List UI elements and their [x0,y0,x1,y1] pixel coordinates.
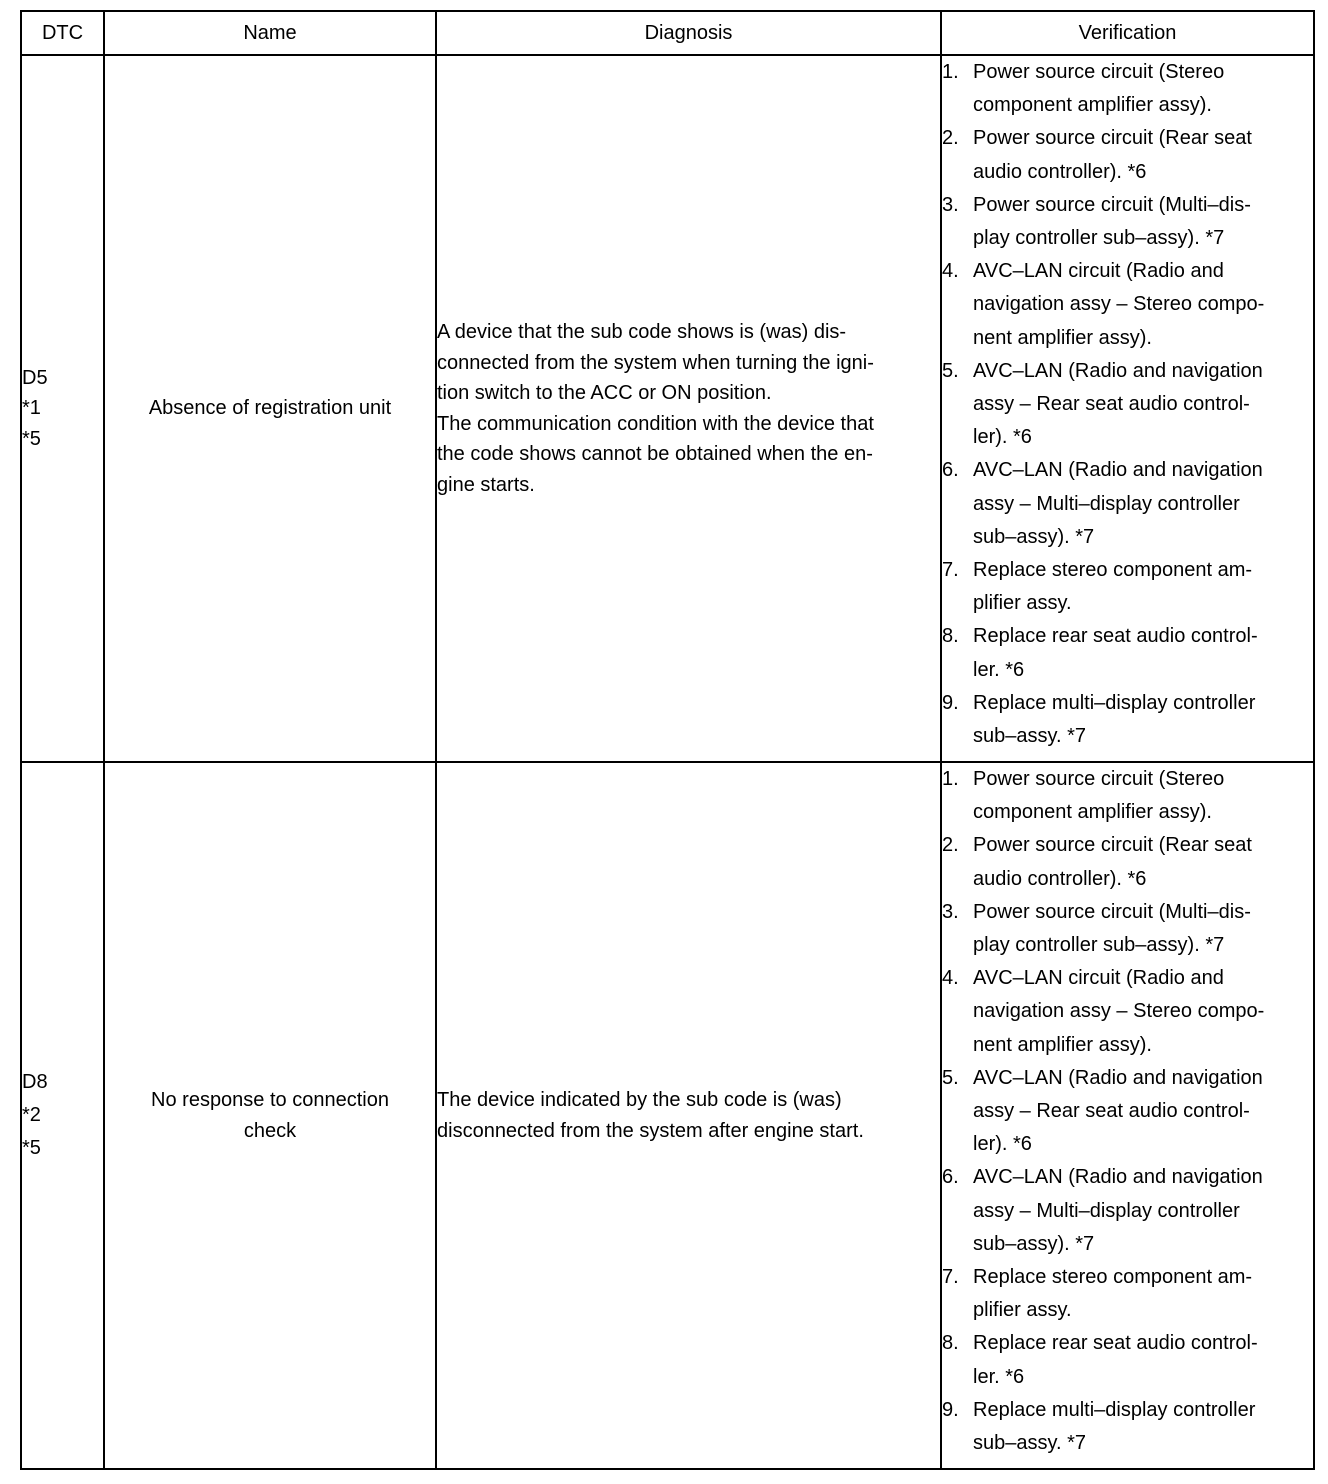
dtc-cell [21,55,104,762]
verification-item-number: 5. [942,359,959,382]
dtc-cell [21,762,104,1469]
verification-item-number: 1. [942,768,959,790]
verification-item-text: AVC–LAN circuit (Radio and [973,260,1224,283]
verification-item [942,454,1313,487]
verification-cell [941,55,1314,762]
verification-item-number [942,1029,973,1062]
diagnosis-line: A device that the sub code shows is (was) dis- [437,321,847,343]
table-row [21,55,1314,762]
diagnosis-line: gine starts. [437,473,535,496]
verification-item [942,863,1313,896]
verification-list [942,56,1313,753]
verification-item-text: component amplifier assy). [973,801,1212,824]
verification-item [942,222,1313,255]
verification-item-number [942,1427,973,1460]
header-name: Name [104,11,436,55]
verification-item [942,1361,1313,1394]
verification-item-number [942,322,973,355]
name-cell [104,55,436,762]
verification-item-number [942,995,973,1028]
verification-item-text: Power source circuit (Multi–dis- [973,900,1251,923]
verification-item-text: Replace rear seat audio control- [973,625,1258,648]
verification-item-text: audio controller). *6 [973,160,1147,183]
verification-item [942,587,1313,620]
verification-item-text: Power source circuit (Rear seat [973,834,1252,857]
verification-item-text: component amplifier assy). [973,94,1212,117]
verification-item-text: nent amplifier assy). [973,1033,1152,1056]
verification-item-text: plifier assy. [973,592,1072,615]
verification-item [942,720,1313,753]
verification-item [942,388,1313,421]
verification-item-number [942,488,973,521]
dtc-note: *5 [22,427,41,450]
verification-item-number [942,1095,973,1128]
verification-item-number: 9. [942,1398,959,1421]
verification-item-number: 9. [942,691,959,714]
verification-item-number [942,421,973,454]
dtc-name-line: No response to connection [151,1089,389,1111]
header-verification: Verification [941,11,1314,55]
verification-item-text: AVC–LAN (Radio and navigation [973,459,1263,482]
diagnosis-line: disconnected from the system after engine start. [437,1119,864,1142]
verification-item-number [942,1228,973,1261]
verification-item [942,1394,1313,1427]
header-diagnosis: Diagnosis [436,11,941,55]
verification-item [942,1128,1313,1161]
verification-item-text: AVC–LAN circuit (Radio and [973,967,1224,990]
verification-item-text: Power source circuit (Stereo [973,61,1225,83]
verification-item-text: Replace multi–display controller [973,1398,1256,1421]
verification-item-number: 8. [942,625,959,648]
verification-item [942,355,1313,388]
verification-item [942,896,1313,929]
verification-item-text: ler). *6 [973,1133,1032,1156]
verification-item [942,554,1313,587]
dtc-note: *5 [22,1137,41,1159]
verification-item [942,1029,1313,1062]
verification-item [942,796,1313,829]
verification-item-number: 7. [942,1266,959,1289]
verification-item [942,929,1313,962]
verification-item-number [942,1361,973,1394]
verification-item-text: AVC–LAN (Radio and navigation [973,1066,1263,1089]
verification-item-text: sub–assy). *7 [973,525,1095,548]
verification-item [942,89,1313,122]
verification-item-text: assy – Rear seat audio control- [973,393,1250,416]
verification-item [942,122,1313,155]
verification-item [942,962,1313,995]
verification-item-number [942,863,973,896]
verification-item [942,189,1313,222]
verification-item [942,255,1313,288]
verification-item-number: 2. [942,834,959,857]
verification-item-text: sub–assy). *7 [973,1232,1095,1255]
verification-item [942,488,1313,521]
verification-item-text: navigation assy – Stereo compo- [973,1000,1265,1023]
verification-item-number [942,222,973,255]
verification-item-text: Power source circuit (Multi–dis- [973,193,1251,216]
verification-item-number [942,654,973,687]
verification-item [942,1327,1313,1360]
verification-item [942,1261,1313,1294]
verification-item [942,995,1313,1028]
verification-item [942,288,1313,321]
table-row [21,762,1314,1469]
verification-item-text: Replace multi–display controller [973,691,1256,714]
verification-item-number [942,288,973,321]
verification-item [942,763,1313,796]
verification-item-number: 1. [942,61,959,83]
verification-item-text: play controller sub–assy). *7 [973,934,1225,957]
verification-item-text: sub–assy. *7 [973,725,1087,748]
verification-item-text: Replace rear seat audio control- [973,1332,1258,1355]
verification-item-text: navigation assy – Stereo compo- [973,293,1265,316]
verification-item-text: ler). *6 [973,426,1032,449]
verification-item [942,322,1313,355]
verification-item-text: Replace stereo component am- [973,559,1253,582]
verification-item-text: Power source circuit (Stereo [973,768,1225,790]
verification-item [942,1062,1313,1095]
diagnosis-cell [436,762,941,1469]
verification-item-number [942,388,973,421]
diagnosis-line: connected from the system when turning the igni- [437,351,874,374]
verification-item-number [942,720,973,753]
dtc-name: Absence of registration unit [148,397,392,420]
verification-item-text: play controller sub–assy). *7 [973,227,1225,250]
name-cell [104,762,436,1469]
verification-item-text: sub–assy. *7 [973,1432,1087,1455]
verification-item-text: Power source circuit (Rear seat [973,127,1252,150]
verification-cell [941,762,1314,1469]
verification-item-text: ler. *6 [973,1365,1025,1388]
verification-item-number: 6. [942,459,959,482]
verification-item-number: 8. [942,1332,959,1355]
verification-item [942,521,1313,554]
verification-item-number [942,587,973,620]
diagnosis-line: the code shows cannot be obtained when the en- [437,443,873,465]
verification-item-text: plifier assy. [973,1299,1072,1322]
verification-item-number [942,796,973,829]
verification-item-number [942,156,973,189]
diagnosis-line: The communication condition with the device that [437,412,874,435]
verification-item-text: AVC–LAN (Radio and navigation [973,1166,1263,1189]
verification-item-number: 6. [942,1166,959,1189]
verification-item-number [942,1294,973,1327]
verification-item-text: assy – Multi–display controller [973,1199,1240,1222]
verification-item [942,1195,1313,1228]
table-header-row [21,11,1314,55]
verification-item [942,1161,1313,1194]
verification-item [942,156,1313,189]
verification-item-text: AVC–LAN (Radio and navigation [973,359,1263,382]
verification-item [942,1095,1313,1128]
verification-item-number [942,1128,973,1161]
verification-item-text: nent amplifier assy). [973,326,1152,349]
verification-item-number: 2. [942,127,959,150]
verification-item-text: ler. *6 [973,658,1025,681]
verification-item-number: 5. [942,1066,959,1089]
verification-item-number: 3. [942,900,959,923]
verification-item [942,687,1313,720]
dtc-note: *2 [22,1104,41,1126]
verification-item-text: assy – Rear seat audio control- [973,1100,1250,1123]
verification-list [942,763,1313,1460]
verification-item [942,421,1313,454]
verification-item [942,654,1313,687]
verification-item [942,620,1313,653]
verification-item-text: audio controller). *6 [973,867,1147,890]
verification-item [942,829,1313,862]
dtc-table [20,10,1315,1470]
verification-item [942,56,1313,89]
verification-item-number [942,929,973,962]
verification-item-number [942,521,973,554]
verification-item [942,1427,1313,1460]
verification-item-number [942,89,973,122]
diagnosis-line: tion switch to the ACC or ON position. [437,382,772,404]
dtc-note: *1 [22,397,41,420]
dtc-code: D5 [22,366,48,389]
diagnosis-cell [436,55,941,762]
diagnosis-line: The device indicated by the sub code is (was) [437,1089,842,1111]
verification-item-text: assy – Multi–display controller [973,492,1240,515]
verification-item-text: Replace stereo component am- [973,1266,1253,1289]
dtc-code: D8 [22,1071,48,1093]
header-dtc: DTC [21,11,104,55]
verification-item-number [942,1195,973,1228]
dtc-name-line: check [243,1119,297,1142]
verification-item-number: 3. [942,193,959,216]
verification-item-number: 7. [942,559,959,582]
verification-item-number: 4. [942,967,959,990]
verification-item [942,1228,1313,1261]
verification-item [942,1294,1313,1327]
verification-item-number: 4. [942,260,959,283]
